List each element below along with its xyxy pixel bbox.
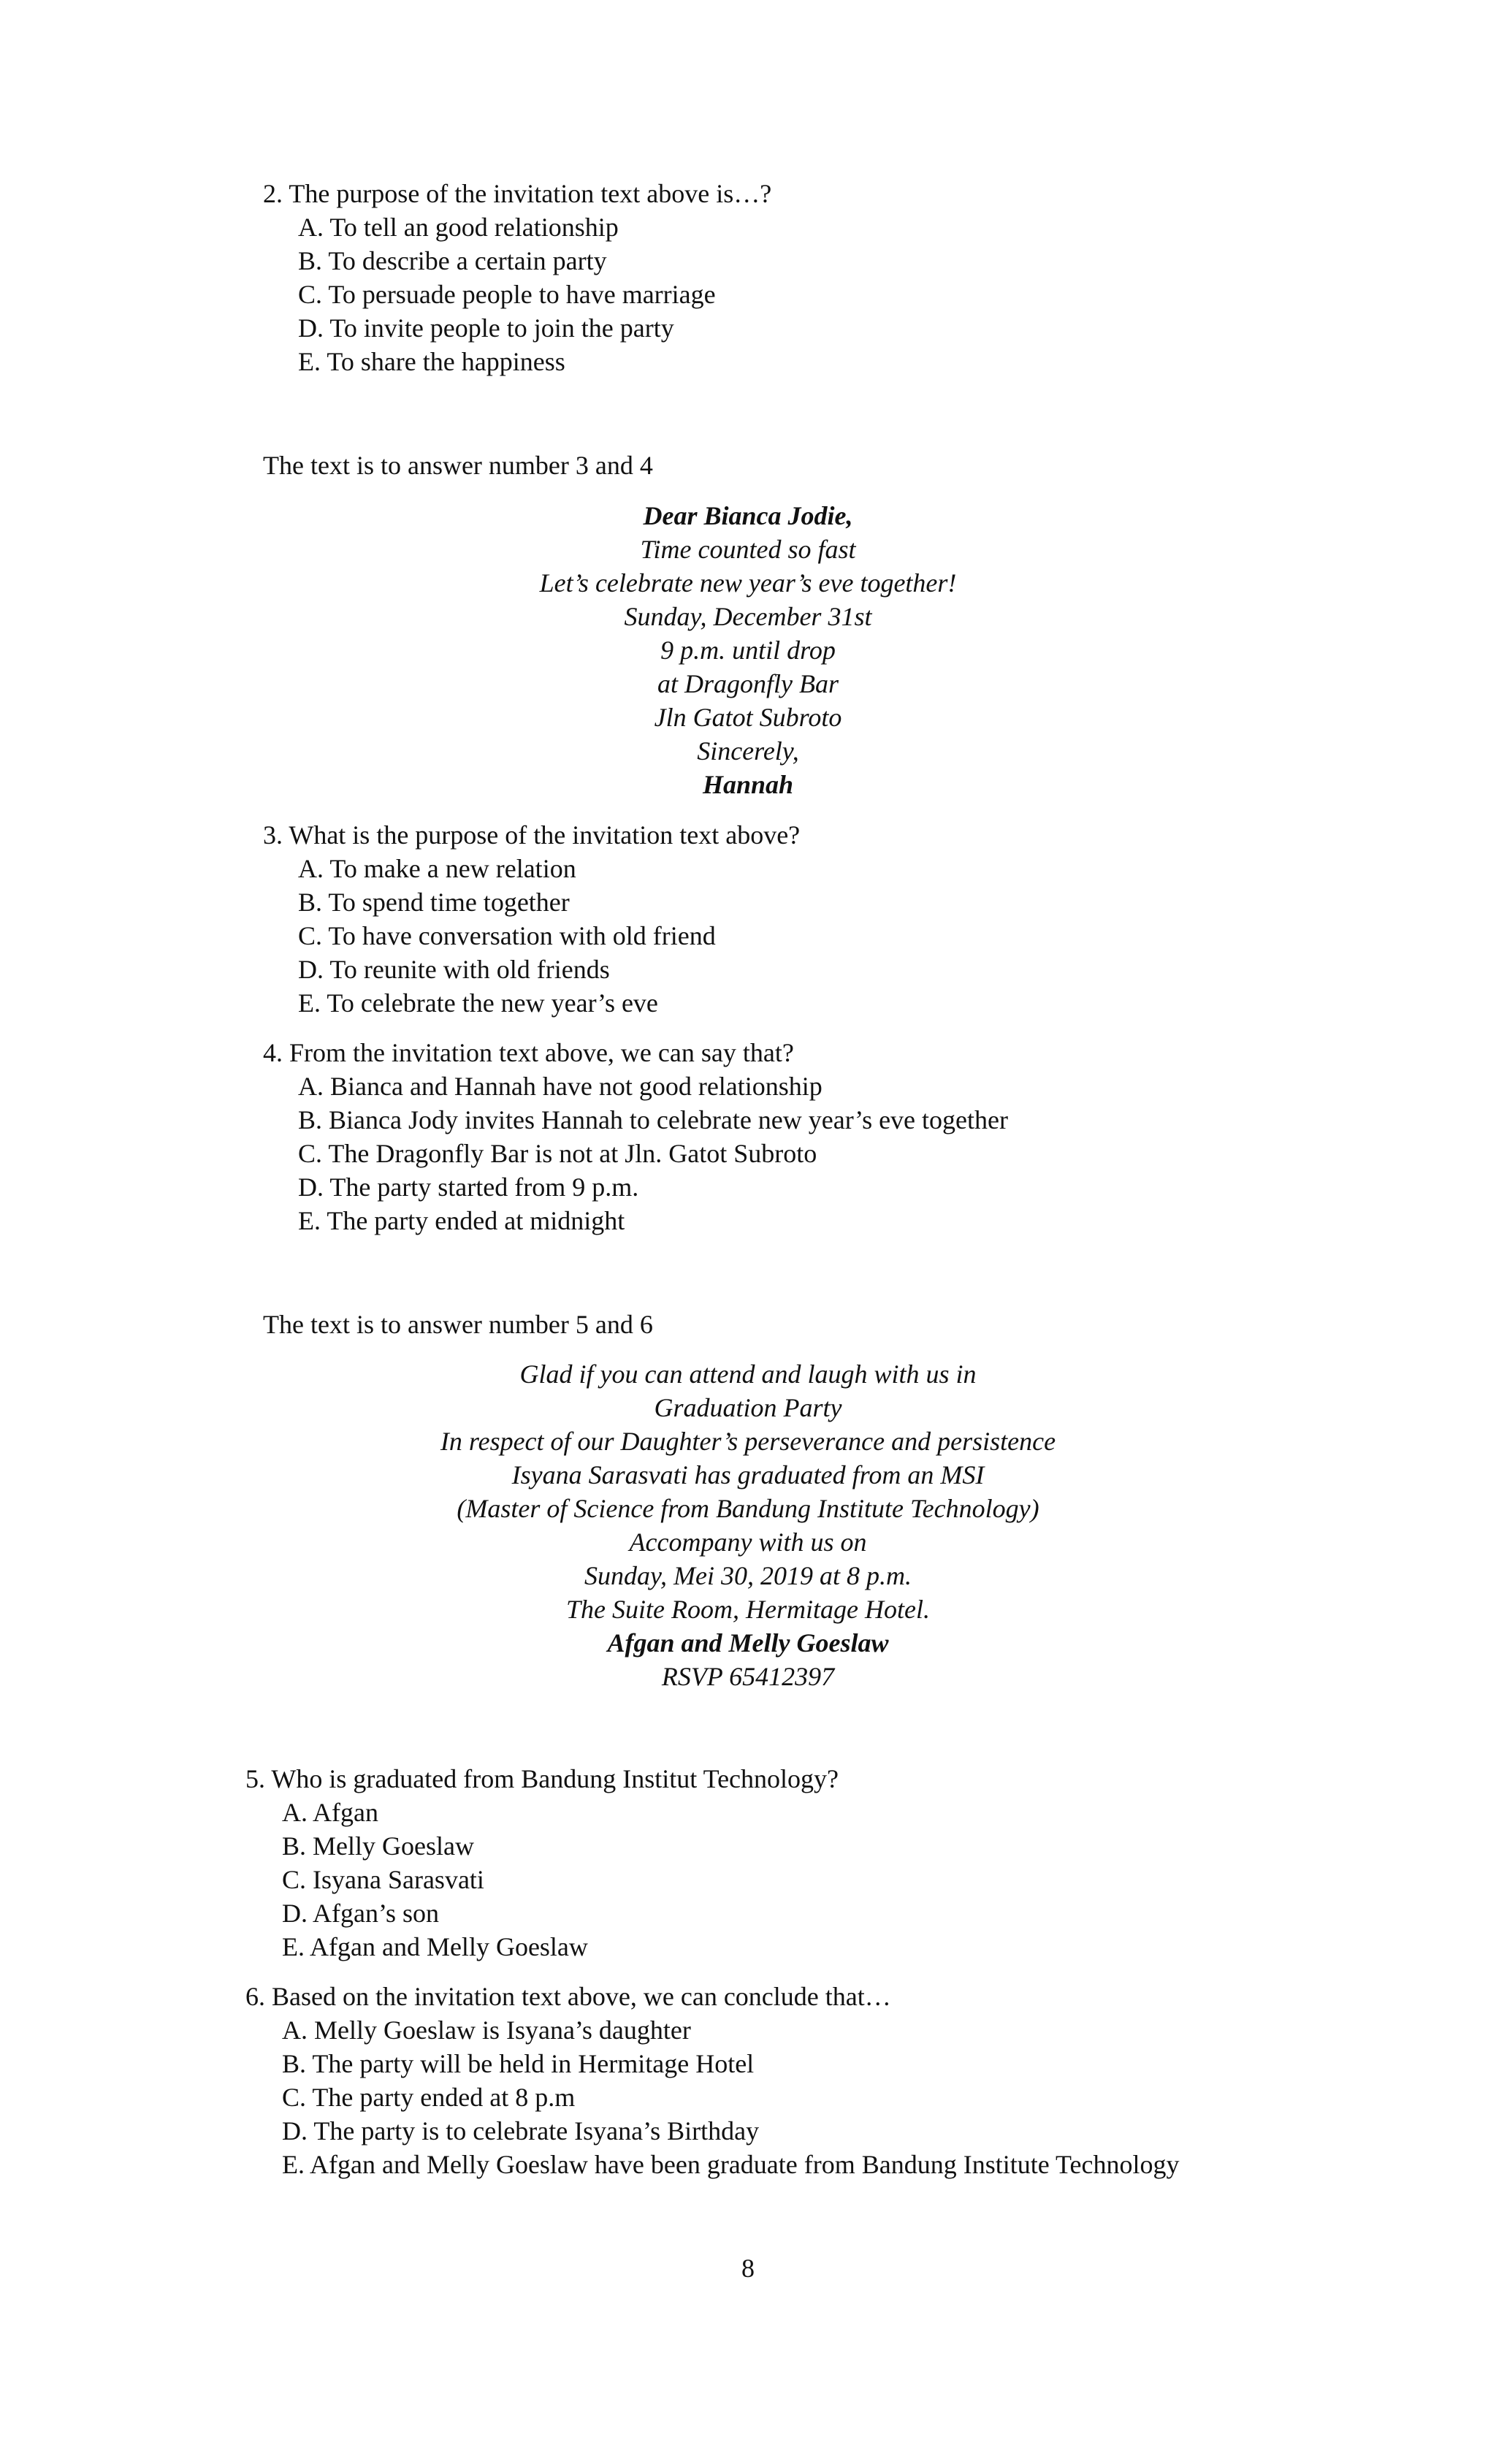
question-4-option-e: E. The party ended at midnight (298, 1206, 625, 1235)
letter-2-line: Sunday, Mei 30, 2019 at 8 p.m. (584, 1561, 912, 1590)
question-4 (263, 1036, 1008, 1237)
question-2-stem: 2. The purpose of the invitation text above is…? (263, 179, 772, 208)
letter-2-line: Glad if you can attend and laugh with us in (519, 1359, 977, 1389)
question-2-option-d: D. To invite people to join the party (298, 313, 674, 343)
question-3 (263, 818, 800, 1020)
question-5 (245, 1762, 839, 1964)
question-3-stem: 3. What is the purpose of the invitation text above? (263, 820, 801, 850)
question-5-option-a: A. Afgan (282, 1798, 378, 1827)
invitation-letter-2 (0, 1357, 1496, 1693)
question-2-option-c: C. To persuade people to have marriage (298, 280, 716, 309)
question-5-option-c: C. Isyana Sarasvati (282, 1865, 484, 1894)
question-6-option-c: C. The party ended at 8 p.m (282, 2083, 576, 2112)
passage-intro-1: The text is to answer number 3 and 4 (263, 451, 653, 480)
letter-1-line: Time counted so fast (640, 535, 856, 564)
letter-1-line: Let’s celebrate new year’s eve together! (539, 568, 957, 598)
question-3-option-e: E. To celebrate the new year’s eve (298, 988, 658, 1018)
letter-1-line: 9 p.m. until drop (660, 636, 836, 665)
letter-2-rsvp: RSVP 65412397 (661, 1662, 835, 1691)
question-4-option-b: B. Bianca Jody invites Hannah to celebrate new year’s eve together (298, 1105, 1008, 1134)
question-5-option-e: E. Afgan and Melly Goeslaw (282, 1932, 588, 1961)
question-6 (245, 1980, 1179, 2181)
question-6-stem: 6. Based on the invitation text above, we can conclude that… (245, 1982, 891, 2011)
letter-1-line: Sincerely, (697, 736, 799, 766)
question-5-stem: 5. Who is graduated from Bandung Institut Technology? (245, 1764, 839, 1793)
question-6-option-b: B. The party will be held in Hermitage Hotel (282, 2049, 755, 2078)
letter-1-greeting: Dear Bianca Jodie, (643, 501, 853, 530)
question-5-option-d: D. Afgan’s son (282, 1899, 439, 1928)
letter-2-signature: Afgan and Melly Goeslaw (607, 1628, 889, 1658)
question-6-option-d: D. The party is to celebrate Isyana’s Birthday (282, 2116, 760, 2145)
question-5-option-b: B. Melly Goeslaw (282, 1831, 474, 1861)
letter-2-line: Graduation Party (654, 1393, 842, 1422)
letter-1-line: at Dragonfly Bar (657, 669, 839, 698)
letter-1-line: Sunday, December 31st (624, 602, 872, 631)
question-3-option-c: C. To have conversation with old friend (298, 921, 716, 950)
question-3-option-a: A. To make a new relation (298, 854, 576, 883)
letter-2-line: Accompany with us on (629, 1527, 867, 1557)
question-3-option-b: B. To spend time together (298, 888, 570, 917)
letter-2-line: In respect of our Daughter’s perseverance and persistence (440, 1427, 1056, 1456)
question-3-option-d: D. To reunite with old friends (298, 955, 610, 984)
question-2 (263, 177, 771, 378)
letter-2-line: (Master of Science from Bandung Institute Technology) (457, 1494, 1039, 1523)
page-number: 8 (741, 2254, 755, 2283)
question-4-stem: 4. From the invitation text above, we can say that? (263, 1038, 794, 1067)
letter-1-signature: Hannah (702, 770, 794, 799)
letter-1-line: Jln Gatot Subroto (654, 703, 842, 732)
question-6-option-a: A. Melly Goeslaw is Isyana’s daughter (282, 2015, 691, 2045)
question-4-option-c: C. The Dragonfly Bar is not at Jln. Gatot Subroto (298, 1139, 817, 1168)
question-2-option-a: A. To tell an good relationship (298, 213, 619, 242)
question-6-option-e: E. Afgan and Melly Goeslaw have been graduate from Bandung Institute Technology (282, 2150, 1180, 2179)
passage-intro-2: The text is to answer number 5 and 6 (263, 1310, 653, 1339)
question-2-option-e: E. To share the happiness (298, 347, 565, 376)
invitation-letter-1 (0, 499, 1496, 801)
question-4-option-a: A. Bianca and Hannah have not good relationship (298, 1072, 823, 1101)
letter-2-line: Isyana Sarasvati has graduated from an MSI (511, 1460, 985, 1490)
question-4-option-d: D. The party started from 9 p.m. (298, 1172, 639, 1202)
letter-2-line: The Suite Room, Hermitage Hotel. (566, 1595, 930, 1624)
question-2-option-b: B. To describe a certain party (298, 246, 607, 275)
